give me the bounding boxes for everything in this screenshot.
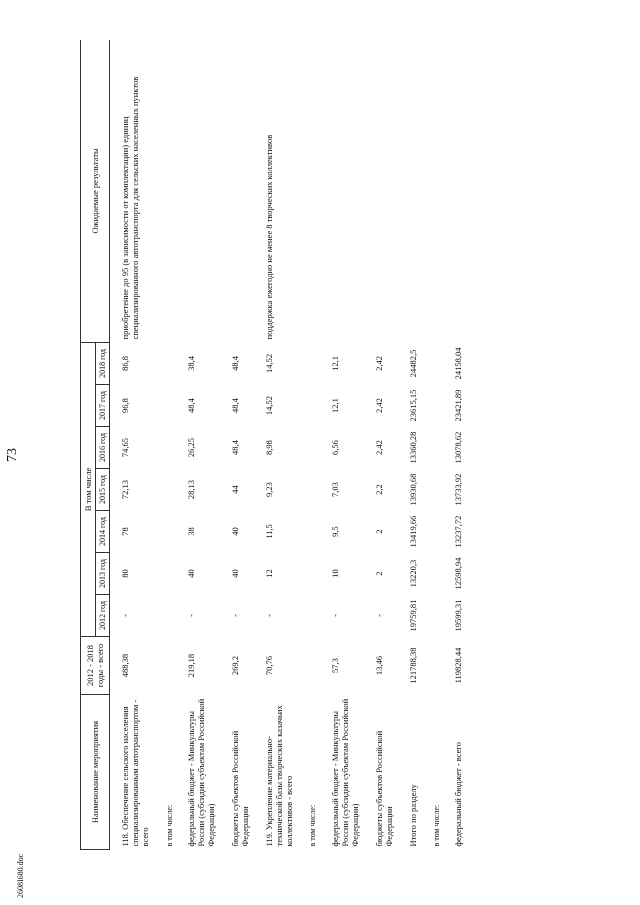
table-row [366,40,400,850]
cell-name: 119. Укрепление материально-технической базы творческих казачьих коллективов - всего [264,705,295,847]
cell-y2015: 13733,92 [453,473,464,506]
cell-y2013: 10 [329,569,340,578]
cell-result [400,40,424,342]
cell-y2018: 48,4 [229,356,240,371]
cell-total: 488,38 [120,653,131,678]
table-header [81,40,110,850]
cell-y2018: 24482,5 [407,349,418,378]
cell-y2017: 14,52 [264,395,275,416]
cell-y2016: 13078,62 [453,431,464,464]
cell-y2014 [157,511,178,553]
cell-total: 269,2 [229,655,240,676]
table-stage [80,40,584,850]
cell-y2014: 78 [120,527,131,536]
page-number-text: 73 [4,448,20,462]
cell-y2018 [157,342,178,384]
table-row [300,40,321,850]
cell-y2013: 12598,94 [453,557,464,590]
cell-y2012: - [373,614,384,617]
cell-y2012: - [329,614,340,617]
cell-name: федеральный бюджет - всего [453,742,464,847]
cell-y2014 [424,511,445,553]
cell-y2013: 2 [373,571,384,576]
cell-result: приобретение до 95 (в зависимости от комплектации) единиц специализированного автотранспорта для сельских населенных пунктов [120,76,141,340]
cell-y2015: 13930,68 [407,473,418,506]
cell-total [424,637,445,695]
cell-y2013 [300,553,321,595]
cell-y2018: 38,4 [185,356,196,371]
cell-y2014: 13419,66 [407,515,418,548]
table-row [424,40,445,850]
cell-y2013: 13220,3 [407,559,418,588]
cell-total: 57,3 [329,658,340,673]
table-row [445,40,469,850]
cell-y2017: 96,8 [120,398,131,413]
cell-y2017: 23421,89 [453,389,464,422]
cell-y2016: 13360,28 [407,431,418,464]
header-year-2013: 2013 год [96,553,110,595]
cell-y2018 [300,342,321,384]
header-year-2015: 2015 год [96,469,110,511]
cell-y2017: 23615,15 [407,389,418,422]
cell-result [424,40,445,342]
cell-y2015 [424,469,445,511]
table-row [322,40,366,850]
cell-y2012: - [120,614,131,617]
cell-result [445,40,469,342]
cell-y2015: 28,13 [185,479,196,500]
cell-name: бюджеты субъектов Российской Федерации [229,730,250,847]
cell-y2012 [424,595,445,637]
cell-y2017: 48,4 [229,398,240,413]
cell-y2016 [157,427,178,469]
header-year-2012: 2012 год [96,595,110,637]
cell-y2018 [424,342,445,384]
cell-total: 219,18 [185,653,196,678]
table-row [178,40,222,850]
header-year-2017: 2017 год [96,385,110,427]
cell-name: 118. Обеспечение сельского населения специализированным автотранспортом - всего [120,699,151,847]
cell-y2015: 72,13 [120,479,131,500]
cell-y2016: 8,98 [264,440,275,455]
cell-result: поддержка ежегодно не менее 8 творческих коллективов [264,134,275,340]
page-number [0,445,25,463]
cell-y2012 [300,595,321,637]
cell-y2016: 6,56 [329,440,340,455]
cell-name: федеральный бюджет - Минкультуры России (субсидии субъектам Российской Федерации) [185,698,216,847]
cell-result [222,40,256,342]
cell-y2012: 19759,81 [407,599,418,632]
cell-y2018: 2,42 [373,356,384,371]
cell-y2012: 19599,31 [453,599,464,632]
cell-y2014: 13237,72 [453,515,464,548]
cell-result [322,40,366,342]
cell-y2016: 48,4 [229,440,240,455]
cell-y2017 [424,385,445,427]
header-year-2014: 2014 год [96,511,110,553]
header-name: Наименование мероприятия [81,695,110,850]
cell-total: 121788,38 [407,647,418,684]
cell-y2015: 2,2 [373,484,384,495]
cell-y2016: 26,25 [185,437,196,458]
footer-filename-text: 2608I680.doc [16,853,25,898]
cell-y2017 [157,385,178,427]
cell-y2016 [300,427,321,469]
cell-y2014: 38 [185,527,196,536]
cell-y2018: 86,8 [120,356,131,371]
cell-y2016: 74,65 [120,437,131,458]
cell-y2017: 2,42 [373,398,384,413]
cell-y2012: - [229,614,240,617]
table-row [110,40,157,850]
cell-result [366,40,400,342]
cell-y2012 [157,595,178,637]
cell-total [300,637,321,695]
header-in-that: В том числе [81,342,96,636]
header-results: Ожидаемые результаты [81,40,110,342]
table-row [400,40,424,850]
cell-y2014: 40 [229,527,240,536]
cell-y2018: 14,52 [264,353,275,374]
table-row [222,40,256,850]
table-body [110,40,469,850]
cell-name: в том числе: [308,804,318,847]
cell-y2015 [300,469,321,511]
cell-y2015: 9,23 [264,482,275,497]
cell-y2015 [157,469,178,511]
footer-filename [12,820,32,900]
cell-name: Итого по разделу [407,784,418,847]
rotated-table-wrapper [80,40,584,850]
cell-y2014: 11,5 [264,524,275,539]
cell-y2013: 40 [229,569,240,578]
cell-y2012: - [264,614,275,617]
cell-y2014: 2 [373,529,384,534]
cell-total [157,637,178,695]
cell-total: 13,46 [373,655,384,676]
cell-name: в том числе: [431,804,441,847]
cell-y2017: 12,1 [329,398,340,413]
header-year-2016: 2016 год [96,427,110,469]
cell-name: федеральный бюджет - Минкультуры России (субсидии субъектам Российской Федерации) [329,698,360,847]
cell-y2015: 7,03 [329,482,340,497]
cell-y2014 [300,511,321,553]
table-row [256,40,300,850]
cell-y2018: 12,1 [329,356,340,371]
cell-y2013: 12 [264,569,275,578]
table-row [157,40,178,850]
cell-y2016: 2,42 [373,440,384,455]
cell-y2013 [157,553,178,595]
header-year-2018: 2018 год [96,342,110,384]
cell-y2013 [424,553,445,595]
cell-y2016 [424,427,445,469]
header-total: 2012 - 2018 годы - всего [81,637,110,695]
cell-y2018: 24158,04 [453,347,464,380]
cell-total: 70,76 [264,655,275,676]
cell-result [178,40,222,342]
cell-y2013: 40 [185,569,196,578]
budget-table [80,40,469,850]
cell-y2017: 48,4 [185,398,196,413]
cell-result [300,40,321,342]
cell-result [157,40,178,342]
cell-y2017 [300,385,321,427]
cell-y2015: 44 [229,485,240,494]
cell-y2014: 9,5 [329,526,340,537]
cell-y2013: 80 [120,569,131,578]
cell-total: 119828,44 [453,647,464,684]
cell-name: бюджеты субъектов Российской Федерации [373,730,394,847]
cell-y2012: - [185,614,196,617]
cell-name: в том числе: [164,804,174,847]
